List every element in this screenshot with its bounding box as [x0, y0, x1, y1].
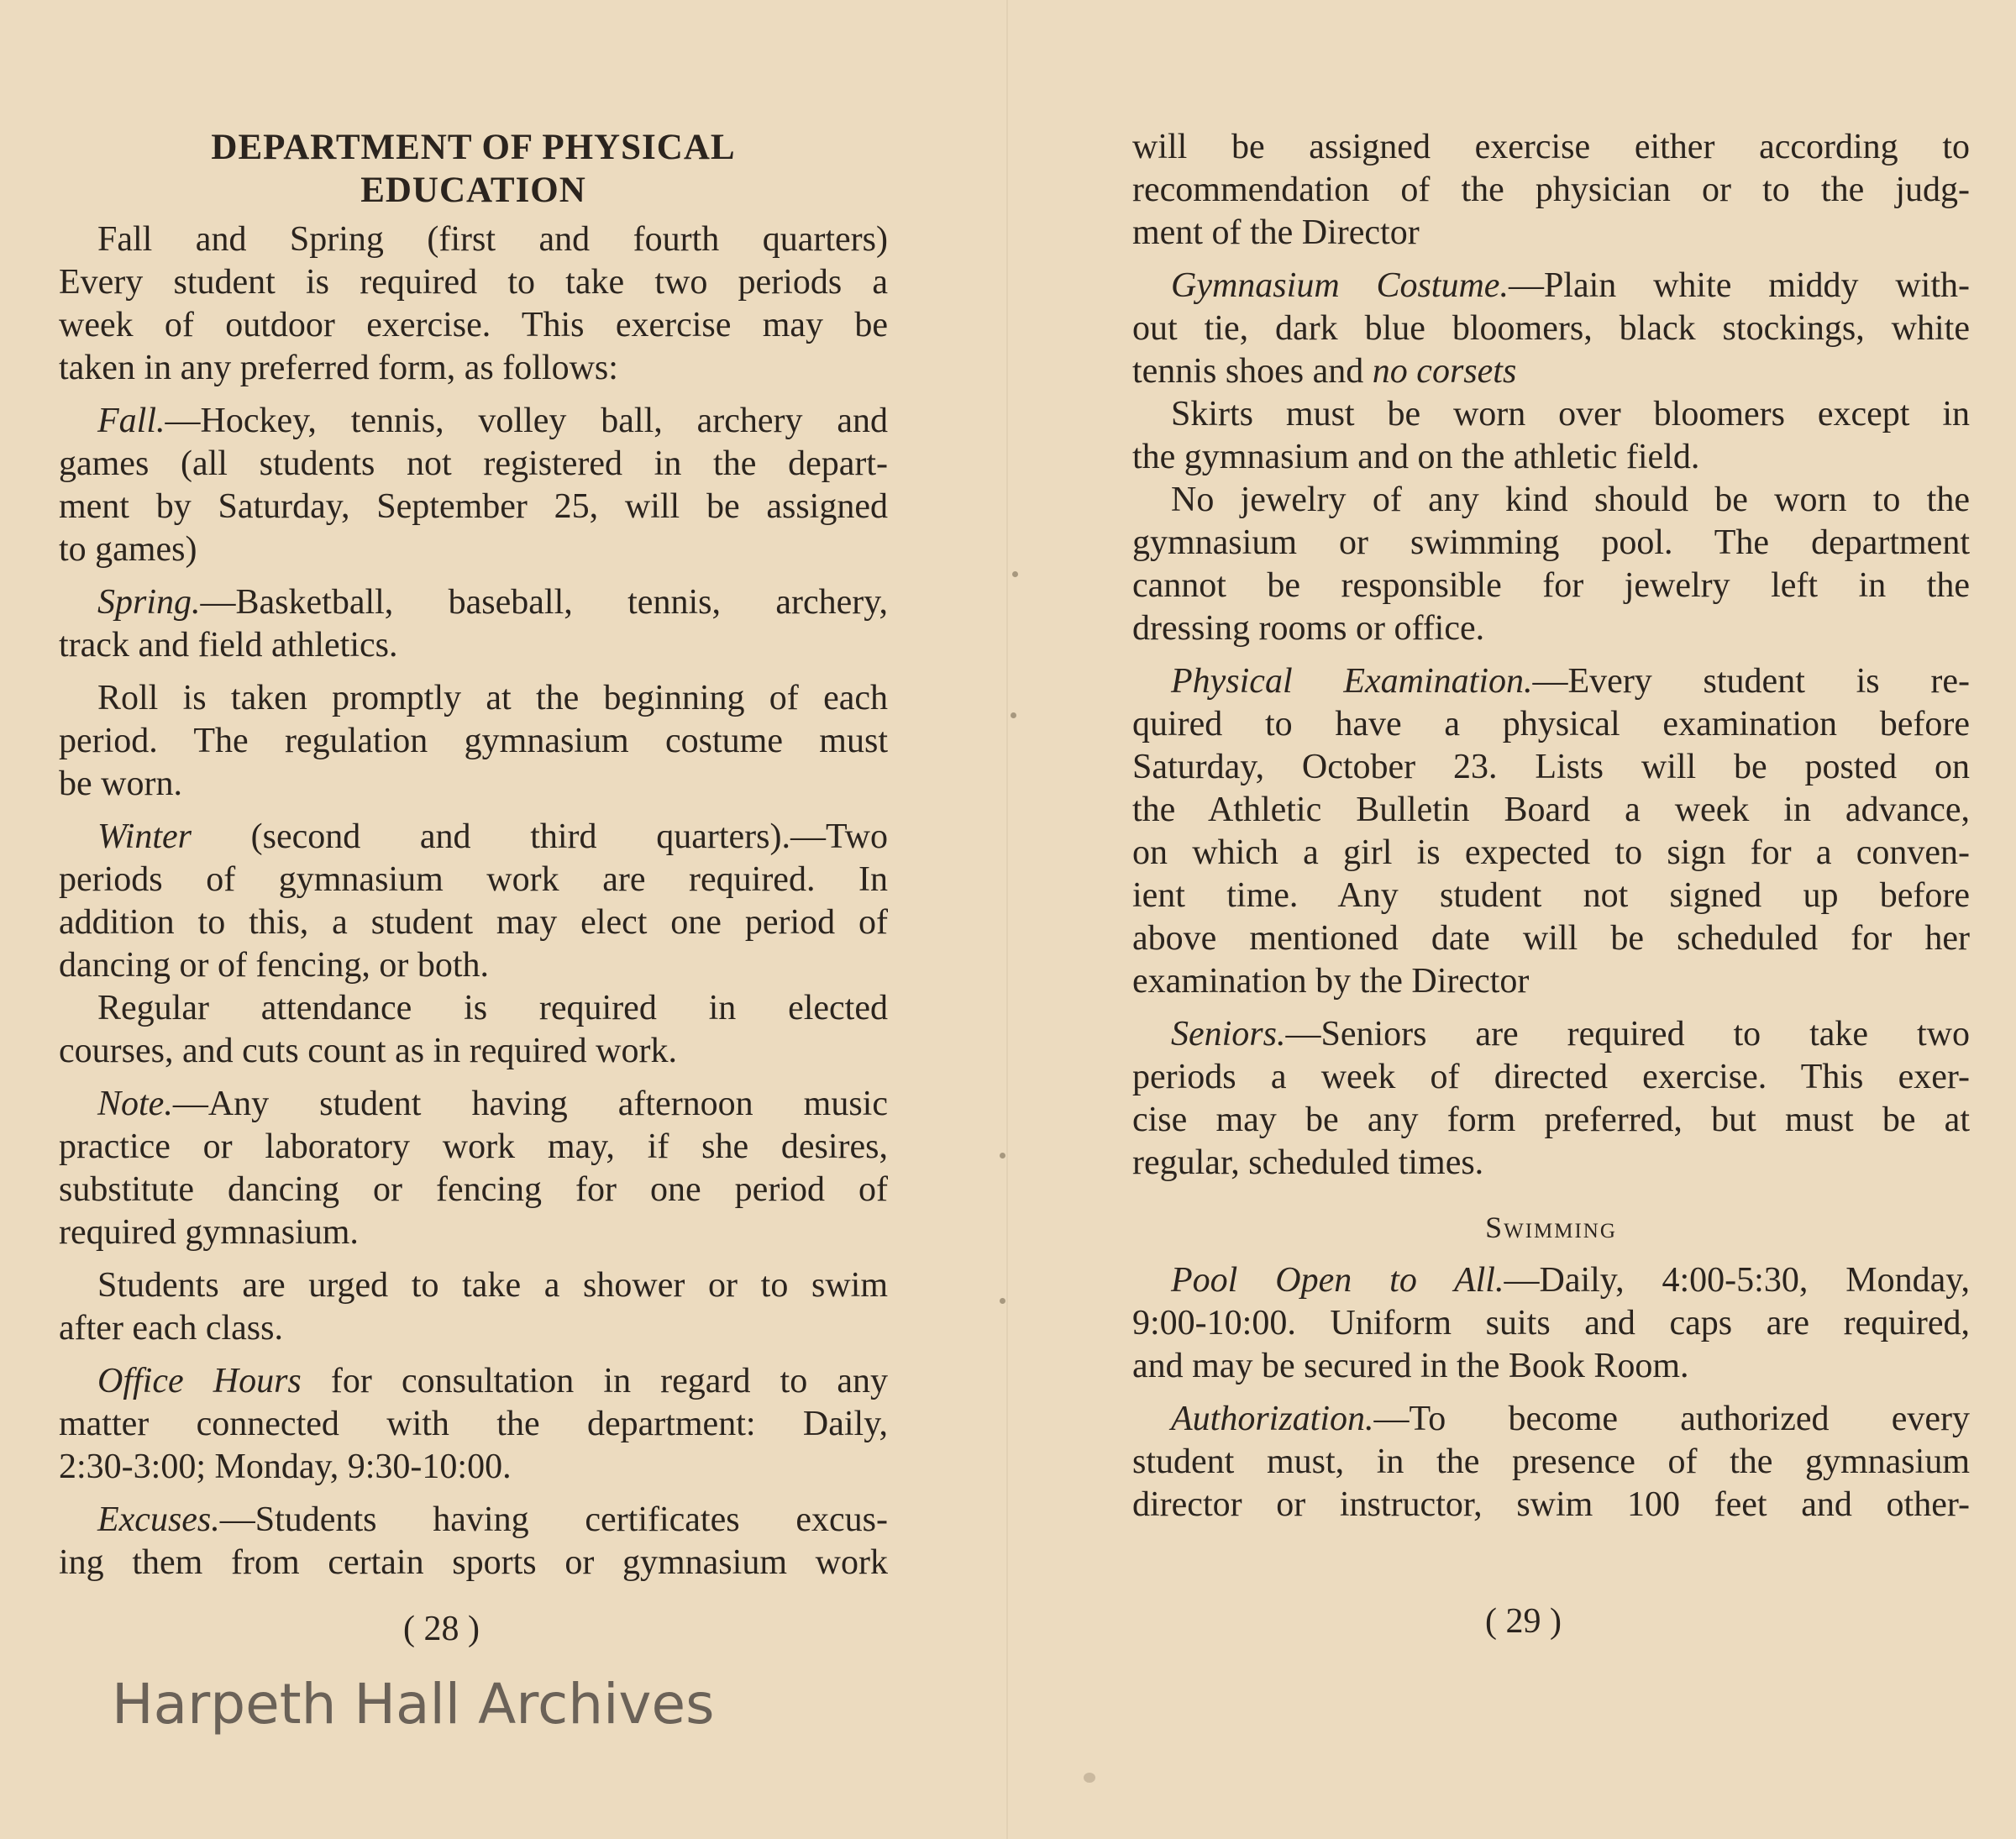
line-text: tennis shoes and	[1132, 352, 1373, 391]
paragraph	[1132, 1013, 1970, 1185]
title-line: DEPARTMENT OF PHYSICAL	[211, 128, 736, 167]
text-line	[59, 1403, 888, 1446]
text-line	[59, 624, 888, 667]
paragraph	[59, 1083, 888, 1254]
right-page-body-swimming	[1132, 1259, 1970, 1526]
paper-speck	[1000, 1298, 1005, 1304]
text-line	[1132, 917, 1970, 960]
text-line	[1132, 607, 1970, 650]
text-line	[59, 528, 888, 571]
right-page	[1132, 126, 1970, 1526]
line-text: —To become authorized every	[1373, 1400, 1970, 1438]
text-line	[1132, 169, 1970, 212]
line-text: the gymnasium and on the athletic field.	[1132, 438, 1700, 476]
text-line	[1132, 1056, 1970, 1099]
text-line	[1132, 1345, 1970, 1388]
line-text: Students are urged to take a shower or to swim	[97, 1266, 888, 1305]
paper-speck	[1084, 1773, 1095, 1783]
text-line	[59, 400, 888, 443]
text-line	[59, 218, 888, 261]
line-text: addition to this, a student may elect one period of	[59, 903, 888, 942]
paragraph-lead: Winter	[97, 817, 192, 856]
text-line	[59, 677, 888, 720]
section-heading: Swimming	[1485, 1211, 1617, 1244]
text-line	[59, 1126, 888, 1169]
text-line	[59, 1030, 888, 1073]
line-text: —Daily, 4:00-5:30, Monday,	[1504, 1261, 1971, 1300]
paragraph	[1132, 1259, 1970, 1388]
line-text: cannot be responsible for jewelry left in the	[1132, 566, 1970, 605]
text-line	[59, 347, 888, 390]
line-text: 9:00-10:00. Uniform suits and caps are required,	[1132, 1304, 1970, 1342]
text-line	[59, 443, 888, 486]
text-line	[59, 720, 888, 763]
text-line	[59, 1211, 888, 1254]
text-line	[1132, 660, 1970, 703]
line-text: student must, in the presence of the gymnasium	[1132, 1442, 1970, 1481]
text-line	[59, 816, 888, 859]
text-line	[1132, 960, 1970, 1003]
paragraph-lead: Physical Examination.	[1171, 662, 1533, 701]
text-line	[59, 486, 888, 528]
line-text: ient time. Any student not signed up before	[1132, 876, 1970, 915]
line-text: dressing rooms or office.	[1132, 609, 1485, 648]
text-line	[59, 987, 888, 1030]
paragraph	[59, 816, 888, 987]
text-line	[1132, 1302, 1970, 1345]
line-text: the Athletic Bulletin Board a week in advance,	[1132, 791, 1970, 829]
line-text: taken in any preferred form, as follows:	[59, 349, 618, 387]
text-line	[1132, 265, 1970, 307]
text-line	[1132, 479, 1970, 522]
right-page-body	[1132, 126, 1970, 1185]
line-text: practice or laboratory work may, if she desires,	[59, 1127, 888, 1166]
line-text: —Any student having afternoon music	[172, 1085, 888, 1123]
paragraph	[1132, 660, 1970, 1003]
page-fold	[1006, 0, 1008, 1839]
line-text: —Every student is re-	[1532, 662, 1970, 701]
line-text: examination by the Director	[1132, 962, 1530, 1001]
line-text: matter connected with the department: Daily,	[59, 1405, 888, 1443]
text-line	[1132, 875, 1970, 917]
paragraph	[59, 987, 888, 1073]
line-text: gymnasium or swimming pool. The department	[1132, 523, 1970, 562]
text-line	[59, 261, 888, 304]
text-line	[1132, 307, 1970, 350]
paragraph	[59, 400, 888, 571]
line-text: courses, and cuts count as in required work.	[59, 1032, 677, 1070]
text-line	[59, 859, 888, 901]
text-line	[1132, 436, 1970, 479]
line-text: —Seniors are required to take two	[1285, 1015, 1970, 1053]
text-line	[1132, 522, 1970, 565]
text-line	[59, 1264, 888, 1307]
line-text: after each class.	[59, 1309, 283, 1348]
text-line	[59, 1542, 888, 1584]
text-line	[59, 581, 888, 624]
line-text: Fall and Spring (first and fourth quarters)	[97, 220, 888, 259]
title-line: EDUCATION	[360, 171, 586, 210]
paragraph-lead: Spring.	[97, 583, 201, 622]
paragraph-lead: Pool Open to All.	[1171, 1261, 1504, 1300]
line-text: substitute dancing or fencing for one period of	[59, 1170, 888, 1209]
paper-speck	[1012, 571, 1018, 577]
text-line	[59, 304, 888, 347]
text-line	[1132, 1099, 1970, 1142]
paragraph-lead: Gymnasium Costume.	[1171, 266, 1509, 305]
italic-phrase: no corsets	[1372, 352, 1517, 391]
archive-watermark: Harpeth Hall Archives	[112, 1672, 715, 1737]
line-text: above mentioned date will be scheduled for her	[1132, 919, 1970, 958]
line-text: Saturday, October 23. Lists will be posted on	[1132, 748, 1970, 786]
paper-speck	[1000, 1153, 1005, 1159]
text-line	[1132, 1484, 1970, 1526]
line-text: be worn.	[59, 764, 182, 803]
paragraph	[59, 1499, 888, 1584]
line-text: Every student is required to take two periods a	[59, 263, 888, 302]
text-line	[59, 1169, 888, 1211]
paragraph	[59, 677, 888, 806]
line-text: required gymnasium.	[59, 1213, 359, 1252]
line-text: will be assigned exercise either according to	[1132, 128, 1970, 166]
paragraph-lead: Authorization.	[1171, 1400, 1374, 1438]
line-text: on which a girl is expected to sign for a conven-	[1132, 833, 1970, 872]
text-line	[1132, 1398, 1970, 1441]
line-text: track and field athletics.	[59, 626, 398, 665]
text-line	[1132, 746, 1970, 789]
left-page	[59, 126, 888, 1584]
text-line	[1132, 350, 1970, 393]
line-text: ment by Saturday, September 25, will be assigned	[59, 487, 888, 526]
text-line	[59, 763, 888, 806]
line-text: regular, scheduled times.	[1132, 1143, 1484, 1182]
paragraph	[59, 581, 888, 667]
line-text: period. The regulation gymnasium costume must	[59, 722, 888, 760]
line-text: ing them from certain sports or gymnasium work	[59, 1543, 888, 1582]
left-page-body	[59, 218, 888, 1584]
paragraph	[1132, 126, 1970, 255]
line-text: Skirts must be worn over bloomers except in	[1171, 395, 1970, 433]
line-text: for consultation in regard to any	[301, 1362, 888, 1400]
line-text: quired to have a physical examination before	[1132, 705, 1970, 743]
line-text: recommendation of the physician or to the judg-	[1132, 171, 1970, 209]
line-text: (second and third quarters).—Two	[192, 817, 888, 856]
page-number: ( 28 )	[403, 1610, 480, 1648]
paragraph	[1132, 265, 1970, 393]
line-text: dancing or of fencing, or both.	[59, 946, 490, 985]
paragraph-lead: Fall.	[97, 402, 165, 440]
line-text: director or instructor, swim 100 feet and other-	[1132, 1485, 1970, 1524]
line-text: week of outdoor exercise. This exercise may be	[59, 306, 888, 344]
paragraph	[59, 1360, 888, 1489]
text-line	[1132, 1013, 1970, 1056]
line-text: Roll is taken promptly at the beginning of each	[97, 679, 888, 717]
text-line	[1132, 1142, 1970, 1185]
text-line	[59, 1499, 888, 1542]
text-line	[59, 944, 888, 987]
text-line	[59, 1307, 888, 1350]
line-text: out tie, dark blue bloomers, black stockings, white	[1132, 309, 1970, 348]
paragraph	[1132, 1398, 1970, 1526]
text-line	[1132, 703, 1970, 746]
line-text: 2:30-3:00; Monday, 9:30-10:00.	[59, 1448, 512, 1486]
page-number: ( 29 )	[1485, 1602, 1562, 1641]
text-line	[1132, 565, 1970, 607]
text-line	[1132, 1441, 1970, 1484]
line-text: periods a week of directed exercise. This exer-	[1132, 1058, 1970, 1096]
page-title	[59, 126, 888, 212]
line-text: cise may be any form preferred, but must be at	[1132, 1101, 1970, 1139]
paragraph-lead: Note.	[97, 1085, 173, 1123]
line-text: ment of the Director	[1132, 213, 1420, 252]
text-line	[1132, 126, 1970, 169]
paragraph-lead: Excuses.	[97, 1500, 220, 1539]
line-text: games (all students not registered in the depart-	[59, 444, 888, 483]
paragraph-lead: Office Hours	[97, 1362, 302, 1400]
line-text: and may be secured in the Book Room.	[1132, 1347, 1689, 1385]
line-text: —Hockey, tennis, volley ball, archery and	[165, 402, 888, 440]
text-line	[1132, 212, 1970, 255]
text-line	[59, 1083, 888, 1126]
paragraph-lead: Seniors.	[1171, 1015, 1286, 1053]
text-line	[1132, 393, 1970, 436]
line-text: to games)	[59, 530, 197, 569]
paper-speck	[1011, 712, 1016, 718]
line-text: Regular attendance is required in elected	[97, 989, 888, 1027]
paragraph	[1132, 393, 1970, 479]
line-text: —Basketball, baseball, tennis, archery,	[200, 583, 888, 622]
paragraph	[1132, 479, 1970, 650]
text-line	[1132, 789, 1970, 832]
paragraph	[59, 1264, 888, 1350]
line-text: No jewelry of any kind should be worn to the	[1171, 481, 1970, 519]
line-text: —Students having certificates excus-	[219, 1500, 888, 1539]
text-line	[1132, 832, 1970, 875]
text-line	[1132, 1259, 1970, 1302]
line-text: —Plain white middy with-	[1508, 266, 1970, 305]
text-line	[59, 1446, 888, 1489]
text-line	[59, 901, 888, 944]
text-line	[59, 1360, 888, 1403]
paragraph	[59, 218, 888, 390]
line-text: periods of gymnasium work are required. In	[59, 860, 888, 899]
